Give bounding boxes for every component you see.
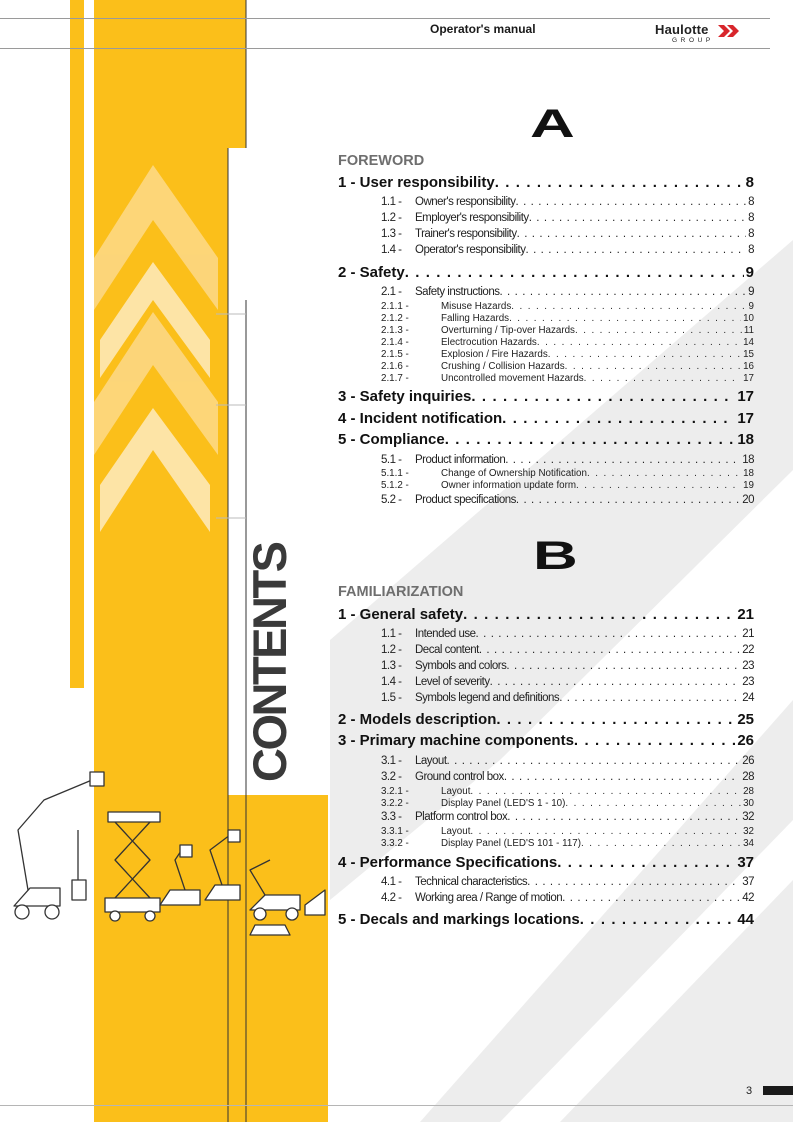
toc-entry-title: Working area / Range of motion xyxy=(415,892,563,904)
toc-entry-title: Uncontrolled movement Hazards xyxy=(441,373,584,384)
toc-page-number: 18 xyxy=(737,431,754,448)
toc-leader xyxy=(581,838,741,849)
toc-entry-number: 1.4 - xyxy=(381,676,402,688)
toc-page-number: 23 xyxy=(742,660,754,672)
toc-entry-title: Operator's responsibility xyxy=(415,244,526,256)
toc-leader xyxy=(445,431,736,448)
toc-entry-title: Falling Hazards xyxy=(441,313,510,324)
toc-entry[interactable] xyxy=(381,771,754,783)
toc-leader xyxy=(490,676,741,688)
toc-entry[interactable] xyxy=(381,876,754,888)
toc-leader xyxy=(559,692,740,704)
toc-entry-number: 2.1.7 - xyxy=(381,373,409,384)
toc-entry-title: Owner information update form xyxy=(441,480,577,491)
toc-entry[interactable] xyxy=(381,244,754,256)
toc-entry-title: Ground control box xyxy=(415,771,504,783)
toc-entry-number: 3.2.1 - xyxy=(381,786,409,797)
toc-entry[interactable] xyxy=(338,854,754,871)
toc-entry[interactable] xyxy=(381,313,754,324)
toc-entry-number: 3.3.2 - xyxy=(381,838,409,849)
toc-page-number: 37 xyxy=(737,854,754,871)
toc-page-number: 18 xyxy=(743,468,754,479)
toc-entry-title: Overturning / Tip-over Hazards xyxy=(441,325,575,336)
toc-entry-number: 5.1.2 - xyxy=(381,480,409,491)
toc-page-number: 9 xyxy=(748,286,754,298)
toc-entry[interactable] xyxy=(381,892,754,904)
toc-entry-title: Layout xyxy=(441,786,471,797)
toc-leader xyxy=(576,480,741,491)
toc-entry-number: 2.1 - xyxy=(381,286,402,298)
toc-entry-number: 5.1.1 - xyxy=(381,468,409,479)
toc-leader xyxy=(562,892,740,904)
toc-page-number: 11 xyxy=(743,325,754,336)
chevron-logo-icon xyxy=(718,25,742,37)
toc-entry-title: 2 - Models description xyxy=(338,711,497,728)
toc-entry[interactable] xyxy=(338,431,754,448)
toc-leader xyxy=(526,244,747,256)
toc-entry-title: Platform control box xyxy=(415,811,508,823)
toc-leader xyxy=(470,786,741,797)
toc-leader xyxy=(565,361,741,372)
toc-entry-number: 1.5 - xyxy=(381,692,402,704)
toc-page-number: 17 xyxy=(737,410,754,427)
toc-entry[interactable] xyxy=(381,286,754,298)
toc-entry-number: 3.3.1 - xyxy=(381,826,409,837)
toc-entry[interactable] xyxy=(338,711,754,728)
toc-leader xyxy=(574,732,735,749)
toc-page-number: 21 xyxy=(737,606,754,623)
toc-entry[interactable] xyxy=(381,786,754,797)
section-a-letter: A xyxy=(530,102,575,146)
toc-leader xyxy=(584,373,741,384)
section-a-label: FOREWORD xyxy=(338,153,425,169)
toc-leader xyxy=(505,454,740,466)
toc-leader xyxy=(471,388,735,405)
toc-entry-number: 3.1 - xyxy=(381,755,402,767)
toc-entry-number: 2.1.3 - xyxy=(381,325,409,336)
manual-title: Operator's manual xyxy=(430,22,536,36)
toc-page-number: 28 xyxy=(742,771,754,783)
toc-page-number: 17 xyxy=(737,388,754,405)
toc-leader xyxy=(504,771,740,783)
haulotte-logo xyxy=(655,22,745,46)
toc-page-number: 9 xyxy=(745,264,754,281)
toc-page-number: 22 xyxy=(742,644,754,656)
toc-leader xyxy=(565,798,741,809)
toc-page-number: 23 xyxy=(742,676,754,688)
yellow-strip-left xyxy=(70,0,84,688)
toc-page-number: 25 xyxy=(737,711,754,728)
toc-page-number: 8 xyxy=(745,174,754,191)
toc-leader xyxy=(405,264,744,281)
toc-page-number: 8 xyxy=(748,196,754,208)
toc-page-number: 44 xyxy=(737,911,754,928)
toc-leader xyxy=(516,196,747,208)
toc-entry[interactable] xyxy=(381,676,754,688)
toc-page-number: 32 xyxy=(743,826,754,837)
toc-entry[interactable] xyxy=(338,606,754,623)
toc-entry-number: 1.3 - xyxy=(381,228,402,240)
toc-entry[interactable] xyxy=(381,494,754,506)
toc-entry-title: Decal content xyxy=(415,644,479,656)
toc-entry[interactable] xyxy=(381,480,754,491)
header-rule-bottom xyxy=(0,48,770,49)
toc-entry-title: Technical characteristics xyxy=(415,876,528,888)
toc-entry-title: Intended use xyxy=(415,628,476,640)
toc-entry[interactable] xyxy=(381,325,754,336)
toc-entry[interactable] xyxy=(381,228,754,240)
toc-entry[interactable] xyxy=(381,838,754,849)
toc-leader xyxy=(580,911,736,928)
toc-leader xyxy=(506,660,740,672)
toc-entry[interactable] xyxy=(381,811,754,823)
toc-entry[interactable] xyxy=(381,628,754,640)
toc-page-number: 42 xyxy=(742,892,754,904)
toc-entry-number: 1.3 - xyxy=(381,660,402,672)
toc-entry[interactable] xyxy=(381,468,754,479)
toc-leader xyxy=(557,854,735,871)
toc-entry-number: 4.1 - xyxy=(381,876,402,888)
section-b-letter: B xyxy=(533,534,578,578)
toc-page-number: 26 xyxy=(737,732,754,749)
toc-leader xyxy=(575,325,742,336)
toc-entry-title: 2 - Safety xyxy=(338,264,405,281)
toc-entry-title: Safety instructions xyxy=(415,286,500,298)
toc-page-number: 18 xyxy=(742,454,754,466)
toc-leader xyxy=(537,337,741,348)
toc-page-number: 17 xyxy=(743,373,754,384)
toc-entry-title: Product specifications xyxy=(415,494,516,506)
toc-page-number: 14 xyxy=(743,337,754,348)
toc-entry-number: 2.1.2 - xyxy=(381,313,409,324)
toc-page-number: 16 xyxy=(743,361,754,372)
toc-leader xyxy=(495,174,744,191)
toc-leader xyxy=(499,286,746,298)
toc-entry[interactable] xyxy=(381,361,754,372)
toc-page-number: 8 xyxy=(748,244,754,256)
toc-leader xyxy=(511,301,746,312)
toc-entry-title: Display Panel (LED'S 101 - 117) xyxy=(441,838,582,849)
toc-leader xyxy=(463,606,735,623)
toc-entry-title: 1 - General safety xyxy=(338,606,464,623)
toc-entry-number: 5.1 - xyxy=(381,454,402,466)
toc-entry[interactable] xyxy=(381,826,754,837)
footer-bar xyxy=(763,1086,793,1095)
toc-leader xyxy=(507,811,740,823)
toc-entry-title: Display Panel (LED'S 1 - 10) xyxy=(441,798,566,809)
toc-entry-title: Level of severity xyxy=(415,676,490,688)
toc-page-number: 37 xyxy=(742,876,754,888)
toc-page-number: 34 xyxy=(743,838,754,849)
toc-leader xyxy=(502,410,735,427)
toc-entry[interactable] xyxy=(338,410,754,427)
toc-entry-title: Explosion / Fire Hazards xyxy=(441,349,548,360)
brand-name: Haulotte xyxy=(655,22,709,37)
toc-entry-number: 3.2.2 - xyxy=(381,798,409,809)
toc-entry-number: 2.1.6 - xyxy=(381,361,409,372)
toc-entry[interactable] xyxy=(381,660,754,672)
toc-entry[interactable] xyxy=(381,301,754,312)
toc-entry[interactable] xyxy=(338,388,754,405)
toc-page-number: 20 xyxy=(742,494,754,506)
toc-entry-title: Symbols and colors xyxy=(415,660,507,672)
toc-entry-title: Employer's responsibility xyxy=(415,212,529,224)
toc-entry-title: 4 - Incident notification xyxy=(338,410,503,427)
toc-entry[interactable] xyxy=(381,755,754,767)
toc-page-number: 21 xyxy=(742,628,754,640)
toc-entry[interactable] xyxy=(381,798,754,809)
toc-leader xyxy=(587,468,741,479)
toc-entry[interactable] xyxy=(381,337,754,348)
toc-entry-number: 2.1.4 - xyxy=(381,337,409,348)
toc-entry-number: 1.1 - xyxy=(381,196,402,208)
toc-page-number: 10 xyxy=(743,313,754,324)
toc-entry[interactable] xyxy=(338,264,754,281)
toc-leader xyxy=(476,628,741,640)
toc-leader xyxy=(447,755,741,767)
page-number: 3 xyxy=(746,1085,753,1097)
header-rule-top xyxy=(0,18,770,19)
toc-entry-number: 2.1.5 - xyxy=(381,349,409,360)
toc-entry-title: Electrocution Hazards xyxy=(441,337,537,348)
toc-entry-title: Symbols legend and definitions xyxy=(415,692,560,704)
toc-page-number: 9 xyxy=(748,301,754,312)
toc-entry-title: Layout xyxy=(441,826,471,837)
toc-entry[interactable] xyxy=(338,174,754,191)
toc-leader xyxy=(517,228,746,240)
toc-entry[interactable] xyxy=(381,454,754,466)
toc-entry-title: 5 - Decals and markings locations xyxy=(338,911,580,928)
toc-entry-title: Owner's responsibility xyxy=(415,196,516,208)
toc-leader xyxy=(479,644,740,656)
toc-entry-title: Product information xyxy=(415,454,506,466)
toc-entry[interactable] xyxy=(381,349,754,360)
toc-entry-number: 1.4 - xyxy=(381,244,402,256)
toc-leader xyxy=(516,494,740,506)
toc-entry[interactable] xyxy=(338,732,754,749)
contents-side-title: CONTENTS xyxy=(243,543,296,782)
yellow-band xyxy=(94,0,228,1122)
toc-leader xyxy=(509,313,741,324)
toc-entry-title: 4 - Performance Specifications xyxy=(338,854,558,871)
toc-entry-number: 1.1 - xyxy=(381,628,402,640)
toc-entry[interactable] xyxy=(381,212,754,224)
toc-entry-number: 1.2 - xyxy=(381,644,402,656)
toc-leader xyxy=(496,711,735,728)
toc-page-number: 24 xyxy=(742,692,754,704)
toc-entry-number: 2.1.1 - xyxy=(381,301,409,312)
toc-entry-number: 1.2 - xyxy=(381,212,402,224)
toc-entry-number: 3.3 - xyxy=(381,811,402,823)
toc-entry-title: Change of Ownership Notification xyxy=(441,468,587,479)
footer-rule xyxy=(0,1105,793,1106)
toc-entry[interactable] xyxy=(381,373,754,384)
toc-entry-title: 1 - User responsibility xyxy=(338,174,495,191)
toc-entry-title: Misuse Hazards xyxy=(441,301,512,312)
toc-leader xyxy=(470,826,741,837)
toc-entry[interactable] xyxy=(381,644,754,656)
toc-leader xyxy=(527,876,740,888)
toc-entry-number: 3.2 - xyxy=(381,771,402,783)
toc-leader xyxy=(548,349,741,360)
toc-entry-title: Layout xyxy=(415,755,447,767)
toc-leader xyxy=(529,212,746,224)
brand-group: GROUP xyxy=(672,37,714,44)
toc-page-number: 15 xyxy=(743,349,754,360)
toc-entry[interactable] xyxy=(381,196,754,208)
toc-entry-number: 5.2 - xyxy=(381,494,402,506)
toc-page-number: 30 xyxy=(743,798,754,809)
toc-entry-title: Crushing / Collision Hazards xyxy=(441,361,565,372)
toc-entry[interactable] xyxy=(381,692,754,704)
section-b-label: FAMILIARIZATION xyxy=(338,584,464,600)
toc-page-number: 32 xyxy=(742,811,754,823)
toc-entry[interactable] xyxy=(338,911,754,928)
toc-entry-number: 4.2 - xyxy=(381,892,402,904)
toc-page-number: 8 xyxy=(748,212,754,224)
toc-entry-title: Trainer's responsibility xyxy=(415,228,517,240)
toc-entry-title: 3 - Primary machine components xyxy=(338,732,574,749)
toc-entry-title: 5 - Compliance xyxy=(338,431,445,448)
toc-page-number: 19 xyxy=(743,480,754,491)
toc-page-number: 28 xyxy=(743,786,754,797)
toc-entry-title: 3 - Safety inquiries xyxy=(338,388,472,405)
toc-page-number: 26 xyxy=(742,755,754,767)
toc-page-number: 8 xyxy=(748,228,754,240)
